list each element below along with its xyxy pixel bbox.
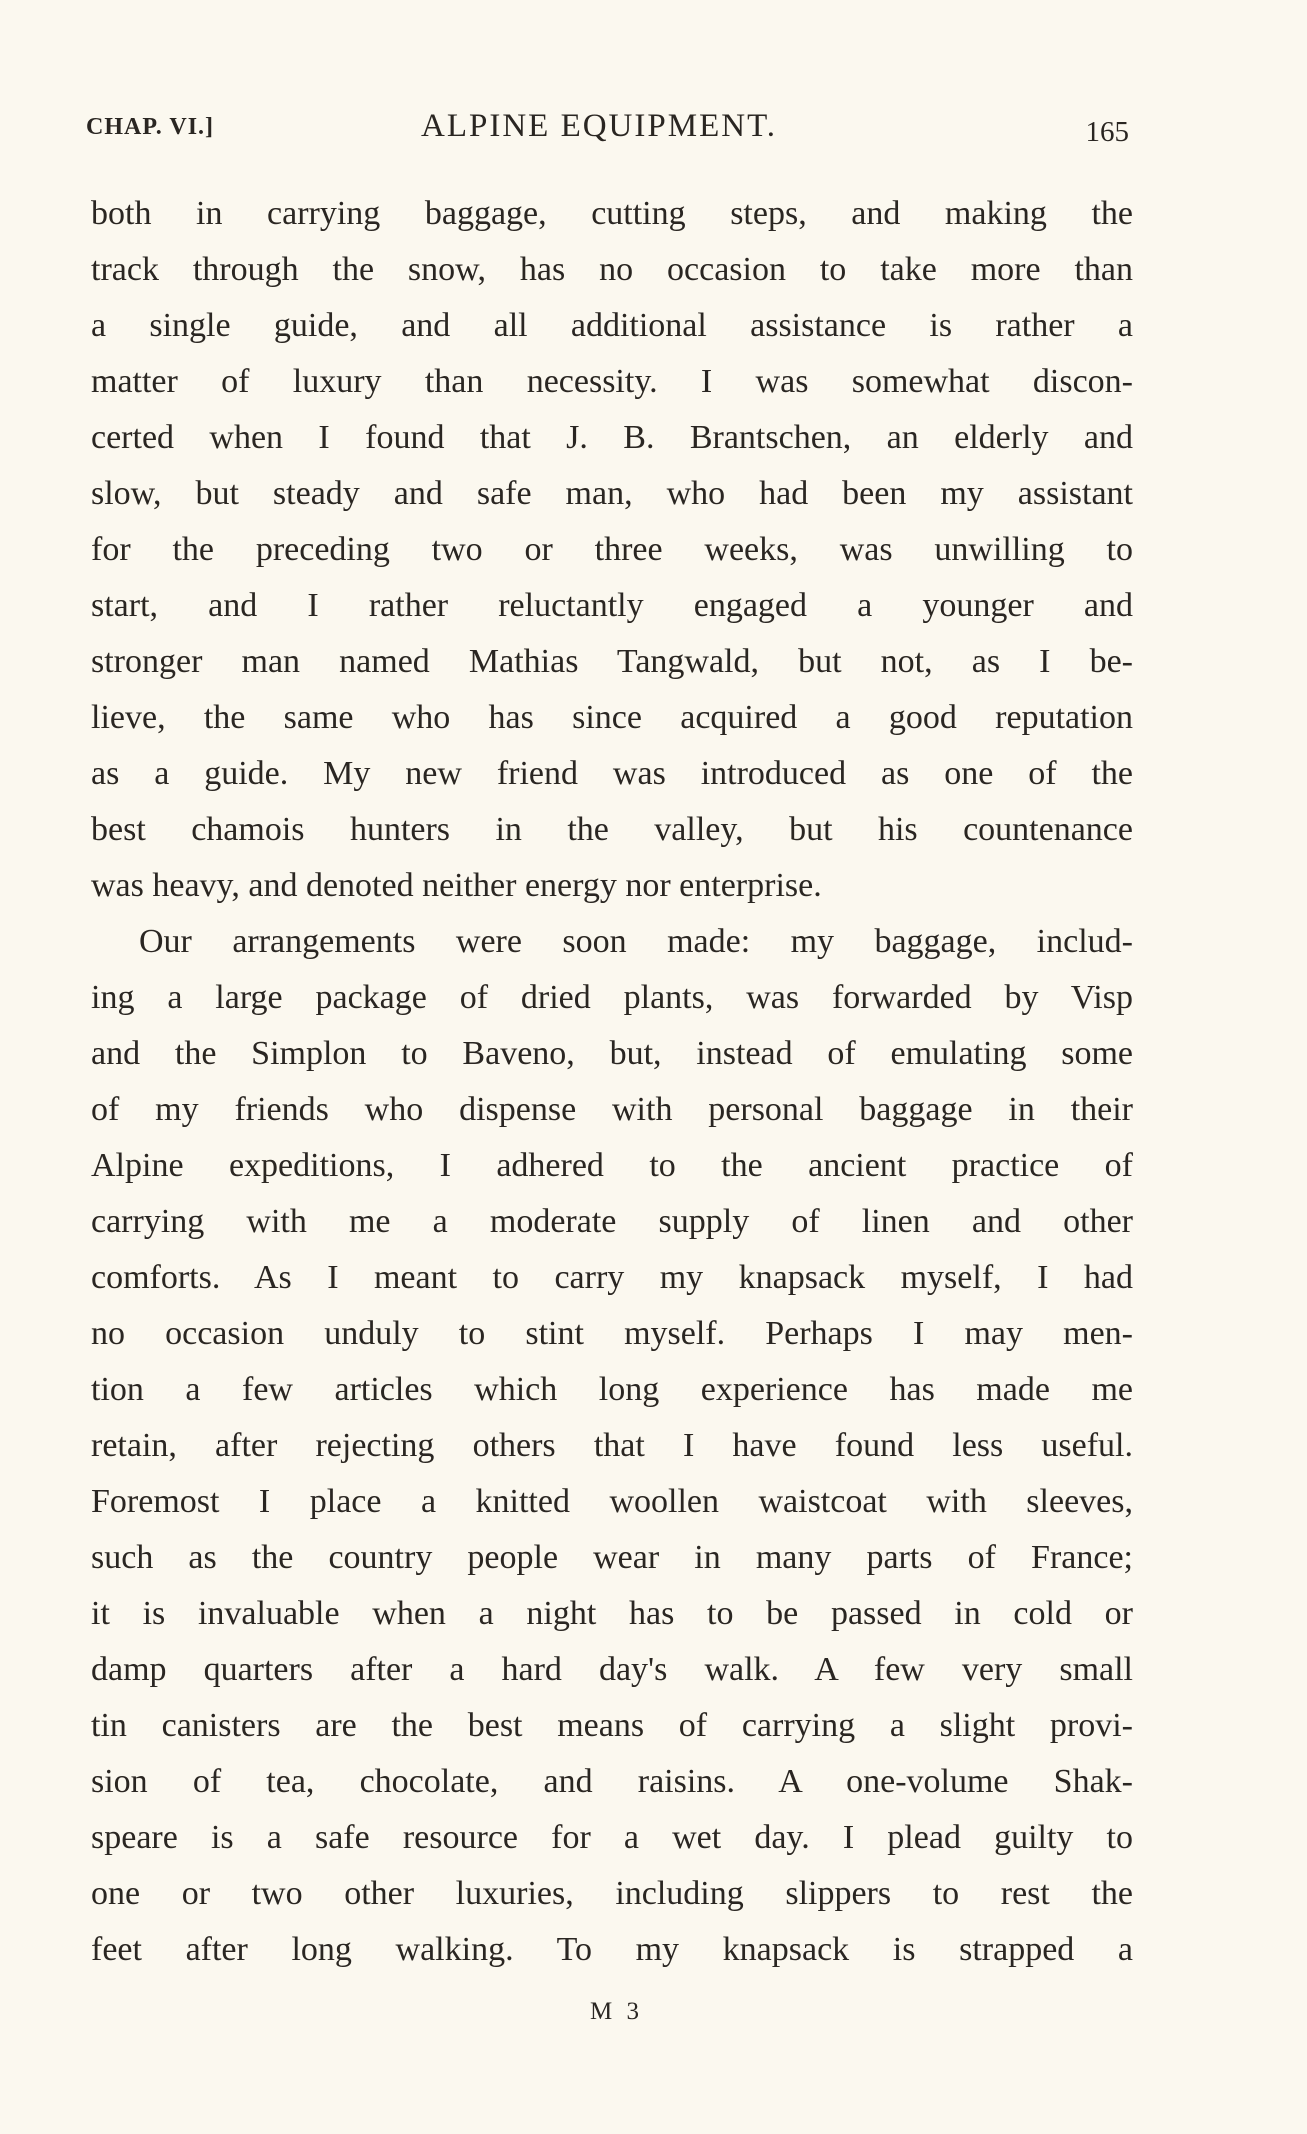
text-line: retain, after rejecting others that I have found less useful. bbox=[91, 1427, 1133, 1464]
text-line: was heavy, and denoted neither energy nor enterprise. bbox=[91, 867, 822, 904]
text-line: stronger man named Mathias Tangwald, but not, as I be- bbox=[91, 643, 1133, 680]
text-line: speare is a safe resource for a wet day. I plead guilty to bbox=[91, 1819, 1133, 1856]
text-line: no occasion unduly to stint myself. Perhaps I may men- bbox=[91, 1315, 1133, 1352]
text-line: tin canisters are the best means of carrying a slight provi- bbox=[91, 1707, 1133, 1744]
text-line: Foremost I place a knitted woollen waistcoat with sleeves, bbox=[91, 1483, 1133, 1520]
signature-mark: M 3 bbox=[590, 1998, 643, 2025]
text-line: Alpine expeditions, I adhered to the ancient practice of bbox=[91, 1147, 1133, 1184]
text-line: a single guide, and all additional assistance is rather a bbox=[91, 307, 1133, 344]
text-line: start, and I rather reluctantly engaged a younger and bbox=[91, 587, 1133, 624]
text-line: of my friends who dispense with personal baggage in their bbox=[91, 1091, 1133, 1128]
text-line: matter of luxury than necessity. I was somewhat discon- bbox=[91, 363, 1133, 400]
text-line: comforts. As I meant to carry my knapsack myself, I had bbox=[91, 1259, 1133, 1296]
text-line: both in carrying baggage, cutting steps, and making the bbox=[91, 195, 1133, 232]
text-line: sion of tea, chocolate, and raisins. A one-volume Shak- bbox=[91, 1763, 1133, 1800]
text-line: and the Simplon to Baveno, but, instead of emulating some bbox=[91, 1035, 1133, 1072]
text-line: for the preceding two or three weeks, was unwilling to bbox=[91, 531, 1133, 568]
chapter-label: CHAP. VI.] bbox=[86, 114, 215, 140]
page-number: 165 bbox=[1085, 116, 1129, 148]
text-line: damp quarters after a hard day's walk. A few very small bbox=[91, 1651, 1133, 1688]
text-line: such as the country people wear in many parts of France; bbox=[91, 1539, 1133, 1576]
paragraph bbox=[91, 914, 1133, 1978]
text-line: slow, but steady and safe man, who had been my assistant bbox=[91, 475, 1133, 512]
running-header bbox=[86, 108, 1139, 148]
body-text bbox=[91, 186, 1133, 1978]
text-line: ing a large package of dried plants, was forwarded by Visp bbox=[91, 979, 1133, 1016]
running-title: ALPINE EQUIPMENT. bbox=[421, 108, 778, 144]
text-line: carrying with me a moderate supply of linen and other bbox=[91, 1203, 1133, 1240]
text-line: track through the snow, has no occasion to take more than bbox=[91, 251, 1133, 288]
text-line: tion a few articles which long experience has made me bbox=[91, 1371, 1133, 1408]
text-line: feet after long walking. To my knapsack is strapped a bbox=[91, 1931, 1133, 1968]
text-line: certed when I found that J. B. Brantschen, an elderly and bbox=[91, 419, 1133, 456]
text-line: best chamois hunters in the valley, but his countenance bbox=[91, 811, 1133, 848]
paragraph bbox=[91, 186, 1133, 914]
text-line: as a guide. My new friend was introduced as one of the bbox=[91, 755, 1133, 792]
text-line: one or two other luxuries, including slippers to rest the bbox=[91, 1875, 1133, 1912]
text-line: it is invaluable when a night has to be passed in cold or bbox=[91, 1595, 1133, 1632]
text-line: Our arrangements were soon made: my baggage, includ- bbox=[139, 923, 1133, 960]
text-line: lieve, the same who has since acquired a good reputation bbox=[91, 699, 1133, 736]
